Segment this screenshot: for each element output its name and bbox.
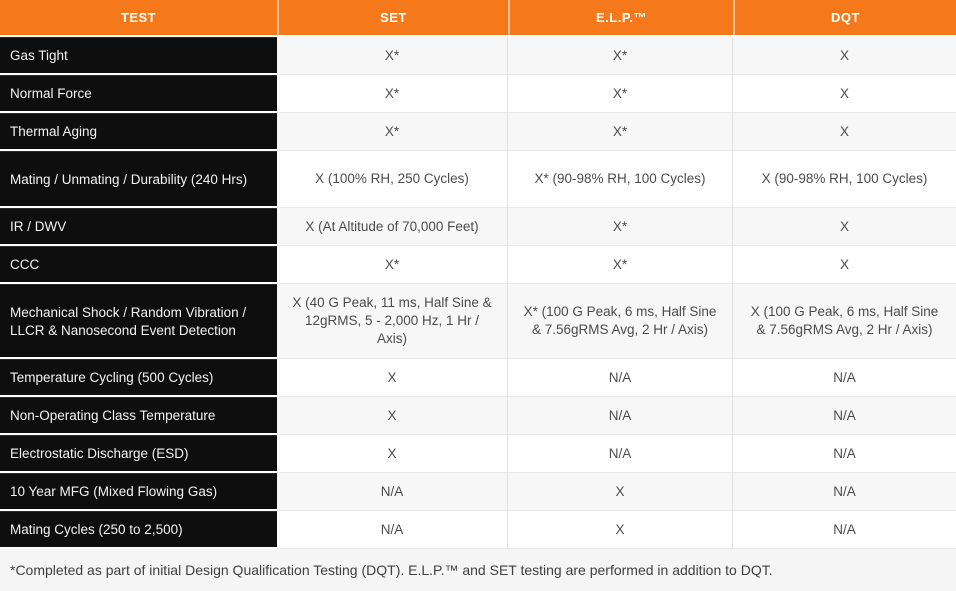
cell-elp: N/A bbox=[508, 397, 733, 435]
table-body bbox=[0, 37, 956, 549]
column-header-dqt: DQT bbox=[733, 0, 956, 35]
table-row bbox=[0, 113, 956, 151]
cell-set: X (100% RH, 250 Cycles) bbox=[277, 151, 508, 208]
row-label: CCC bbox=[0, 246, 277, 284]
table-row bbox=[0, 75, 956, 113]
table-row bbox=[0, 473, 956, 511]
cell-dqt: X bbox=[733, 37, 956, 75]
cell-dqt: X (90-98% RH, 100 Cycles) bbox=[733, 151, 956, 208]
cell-elp: X* bbox=[508, 208, 733, 246]
cell-set: X* bbox=[277, 75, 508, 113]
table-row bbox=[0, 37, 956, 75]
column-header-test: TEST bbox=[120, 10, 157, 25]
table-row bbox=[0, 151, 956, 208]
cell-dqt: N/A bbox=[733, 359, 956, 397]
table-row bbox=[0, 511, 956, 549]
table-footnote: *Completed as part of initial Design Qualification Testing (DQT). E.L.P.™ and SET testing are performed in addition to DQT. bbox=[0, 549, 956, 591]
cell-elp: X* bbox=[508, 113, 733, 151]
cell-elp: X* bbox=[508, 37, 733, 75]
cell-dqt: X bbox=[733, 246, 956, 284]
cell-dqt: X bbox=[733, 113, 956, 151]
cell-set: X* bbox=[277, 37, 508, 75]
cell-set: X (40 G Peak, 11 ms, Half Sine & 12gRMS, 5 - 2,000 Hz, 1 Hr / Axis) bbox=[277, 284, 508, 359]
row-label: Normal Force bbox=[0, 75, 277, 113]
table-row bbox=[0, 246, 956, 284]
row-label: Thermal Aging bbox=[0, 113, 277, 151]
cell-dqt: X (100 G Peak, 6 ms, Half Sine & 7.56gRMS Avg, 2 Hr / Axis) bbox=[733, 284, 956, 359]
cell-set: N/A bbox=[277, 511, 508, 549]
cell-set: X bbox=[277, 397, 508, 435]
cell-elp: X* bbox=[508, 246, 733, 284]
row-label: Mechanical Shock / Random Vibration / LLCR & Nanosecond Event Detection bbox=[0, 284, 277, 359]
row-label: Mating Cycles (250 to 2,500) bbox=[0, 511, 277, 549]
cell-dqt: X bbox=[733, 75, 956, 113]
row-label: Electrostatic Discharge (ESD) bbox=[0, 435, 277, 473]
cell-set: X bbox=[277, 359, 508, 397]
cell-dqt: N/A bbox=[733, 397, 956, 435]
column-header-set: SET bbox=[277, 0, 508, 35]
cell-set: X* bbox=[277, 113, 508, 151]
row-label: Temperature Cycling (500 Cycles) bbox=[0, 359, 277, 397]
row-label: 10 Year MFG (Mixed Flowing Gas) bbox=[0, 473, 277, 511]
table-header-row bbox=[0, 0, 956, 37]
cell-elp: X* bbox=[508, 75, 733, 113]
cell-elp: X* (90-98% RH, 100 Cycles) bbox=[508, 151, 733, 208]
cell-dqt: N/A bbox=[733, 473, 956, 511]
cell-dqt: X bbox=[733, 208, 956, 246]
cell-set: X* bbox=[277, 246, 508, 284]
row-label: Gas Tight bbox=[0, 37, 277, 75]
cell-elp: N/A bbox=[508, 359, 733, 397]
cell-set: X (At Altitude of 70,000 Feet) bbox=[277, 208, 508, 246]
cell-elp: N/A bbox=[508, 435, 733, 473]
cell-set: N/A bbox=[277, 473, 508, 511]
cell-dqt: N/A bbox=[733, 511, 956, 549]
row-label: Non-Operating Class Temperature bbox=[0, 397, 277, 435]
table-row bbox=[0, 284, 956, 359]
cell-dqt: N/A bbox=[733, 435, 956, 473]
row-label: IR / DWV bbox=[0, 208, 277, 246]
table-row bbox=[0, 208, 956, 246]
column-header-elp: E.L.P.™ bbox=[508, 0, 733, 35]
cell-elp: X bbox=[508, 473, 733, 511]
cell-elp: X* (100 G Peak, 6 ms, Half Sine & 7.56gRMS Avg, 2 Hr / Axis) bbox=[508, 284, 733, 359]
row-label: Mating / Unmating / Durability (240 Hrs) bbox=[0, 151, 277, 208]
cell-set: X bbox=[277, 435, 508, 473]
cell-elp: X bbox=[508, 511, 733, 549]
table-row bbox=[0, 435, 956, 473]
table-row bbox=[0, 397, 956, 435]
table-row bbox=[0, 359, 956, 397]
